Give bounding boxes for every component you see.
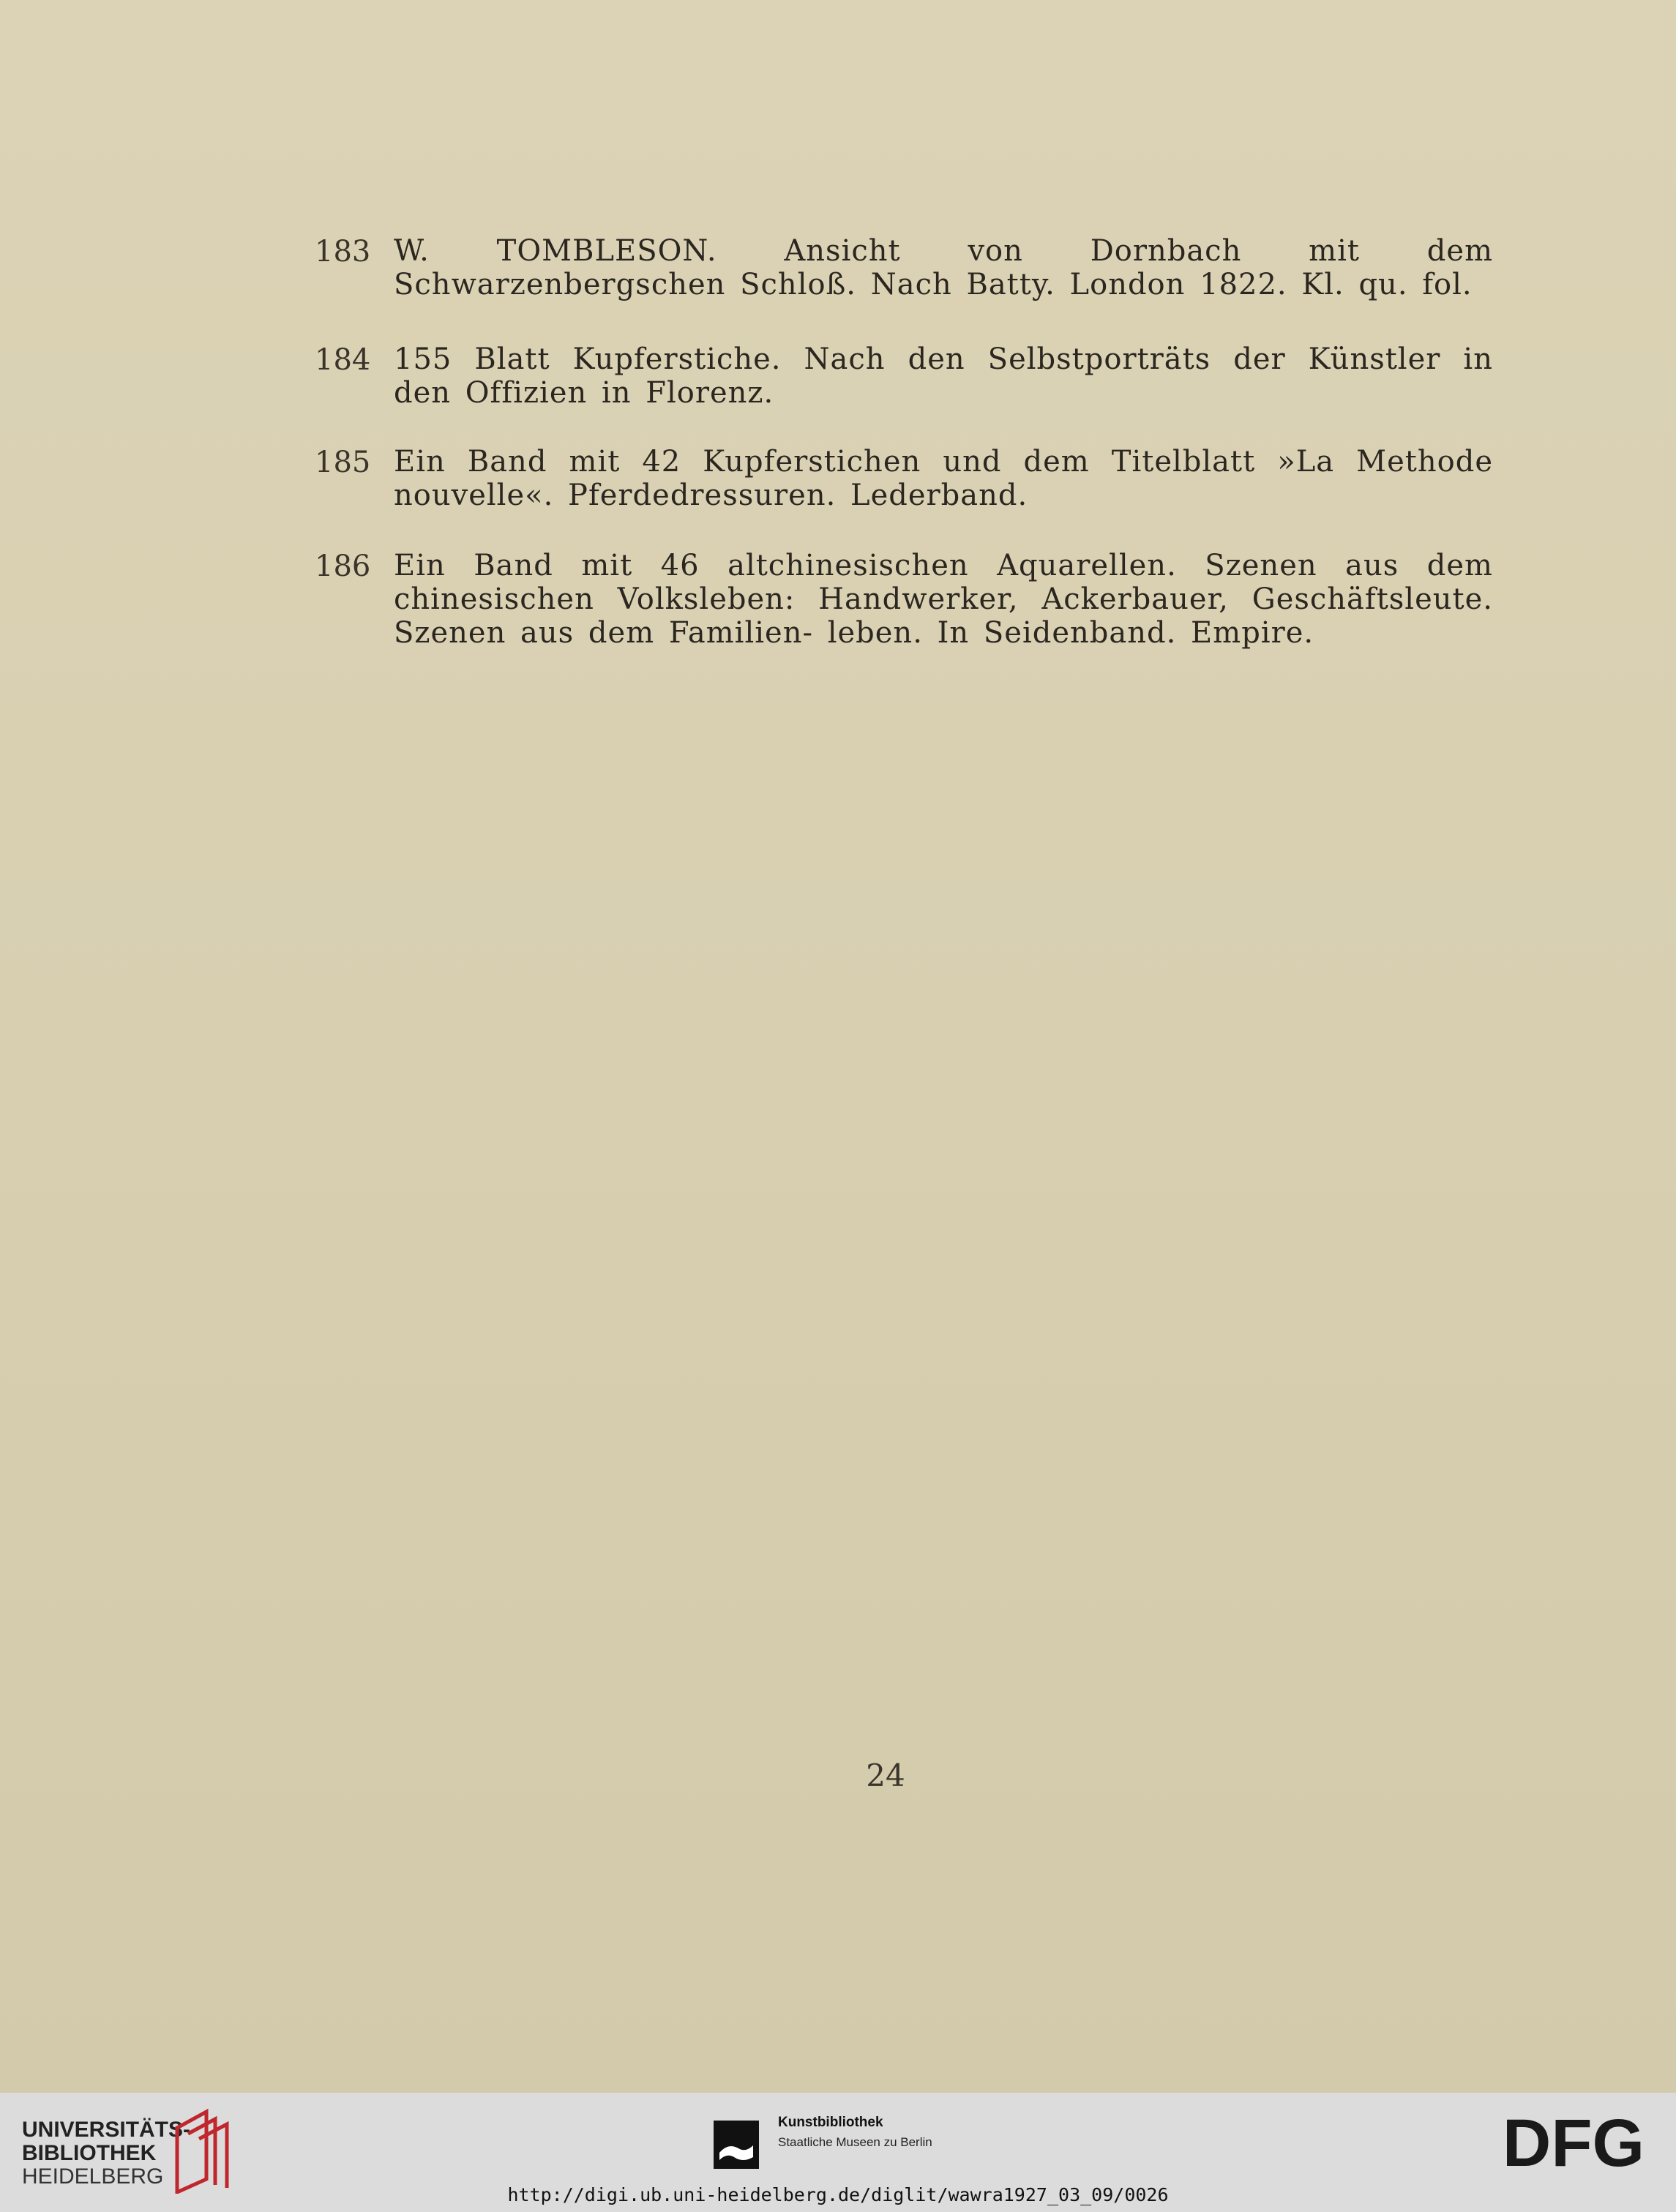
university-logo-line1: UNIVERSITÄTS- (22, 2118, 191, 2142)
footer-bar (0, 2093, 1676, 2212)
entry-text: W. TOMBLESON. Ansicht von Dornbach mit dem Schwarzenbergschen Schloß. Nach Batty. London 1822. Kl. qu. fol. (394, 234, 1493, 301)
university-library-logo[interactable] (22, 2118, 190, 2189)
permalink-url[interactable]: http://digi.ub.uni-heidelberg.de/diglit/wawra1927_03_09/0026 (507, 2184, 1169, 2205)
entry-text: Ein Band mit 42 Kupferstichen und dem Titelblatt »La Methode nouvelle«. Pferdedressuren. Lederband. (394, 445, 1493, 512)
entry-number: 186 (315, 550, 371, 583)
entry-number: 184 (315, 343, 371, 377)
page-number: 24 (866, 1758, 905, 1793)
dfg-logo-text: DFG (1502, 2107, 1645, 2177)
entry-number: 185 (315, 446, 371, 479)
kunstbibliothek-subtitle: Staatliche Museen zu Berlin (778, 2135, 932, 2149)
catalog-entry-184 (315, 342, 1493, 410)
catalog-entry-186 (315, 549, 1493, 650)
entry-text: Ein Band mit 46 altchinesischen Aquarellen. Szenen aus dem chinesischen Volksleben: Handwerker, Ackerbauer, Geschäftsleute. Szenen aus dem Familien- leben. In Seidenband. Empire. (394, 549, 1493, 650)
catalog-entry-185 (315, 445, 1493, 512)
entry-text: 155 Blatt Kupferstiche. Nach den Selbstporträts der Künstler in den Offizien in Florenz. (394, 342, 1493, 410)
kunstbibliothek-emblem-icon (714, 2121, 759, 2169)
university-logo-line2: BIBLIOTHEK (22, 2141, 157, 2165)
entry-number: 183 (315, 235, 371, 269)
university-book-mark-icon (170, 2106, 236, 2194)
kunstbibliothek-title: Kunstbibliothek (778, 2115, 883, 2130)
dfg-logo-icon[interactable] (1493, 2107, 1654, 2177)
university-logo-line3: HEIDELBERG (22, 2164, 164, 2189)
catalog-entry-183 (315, 234, 1493, 301)
